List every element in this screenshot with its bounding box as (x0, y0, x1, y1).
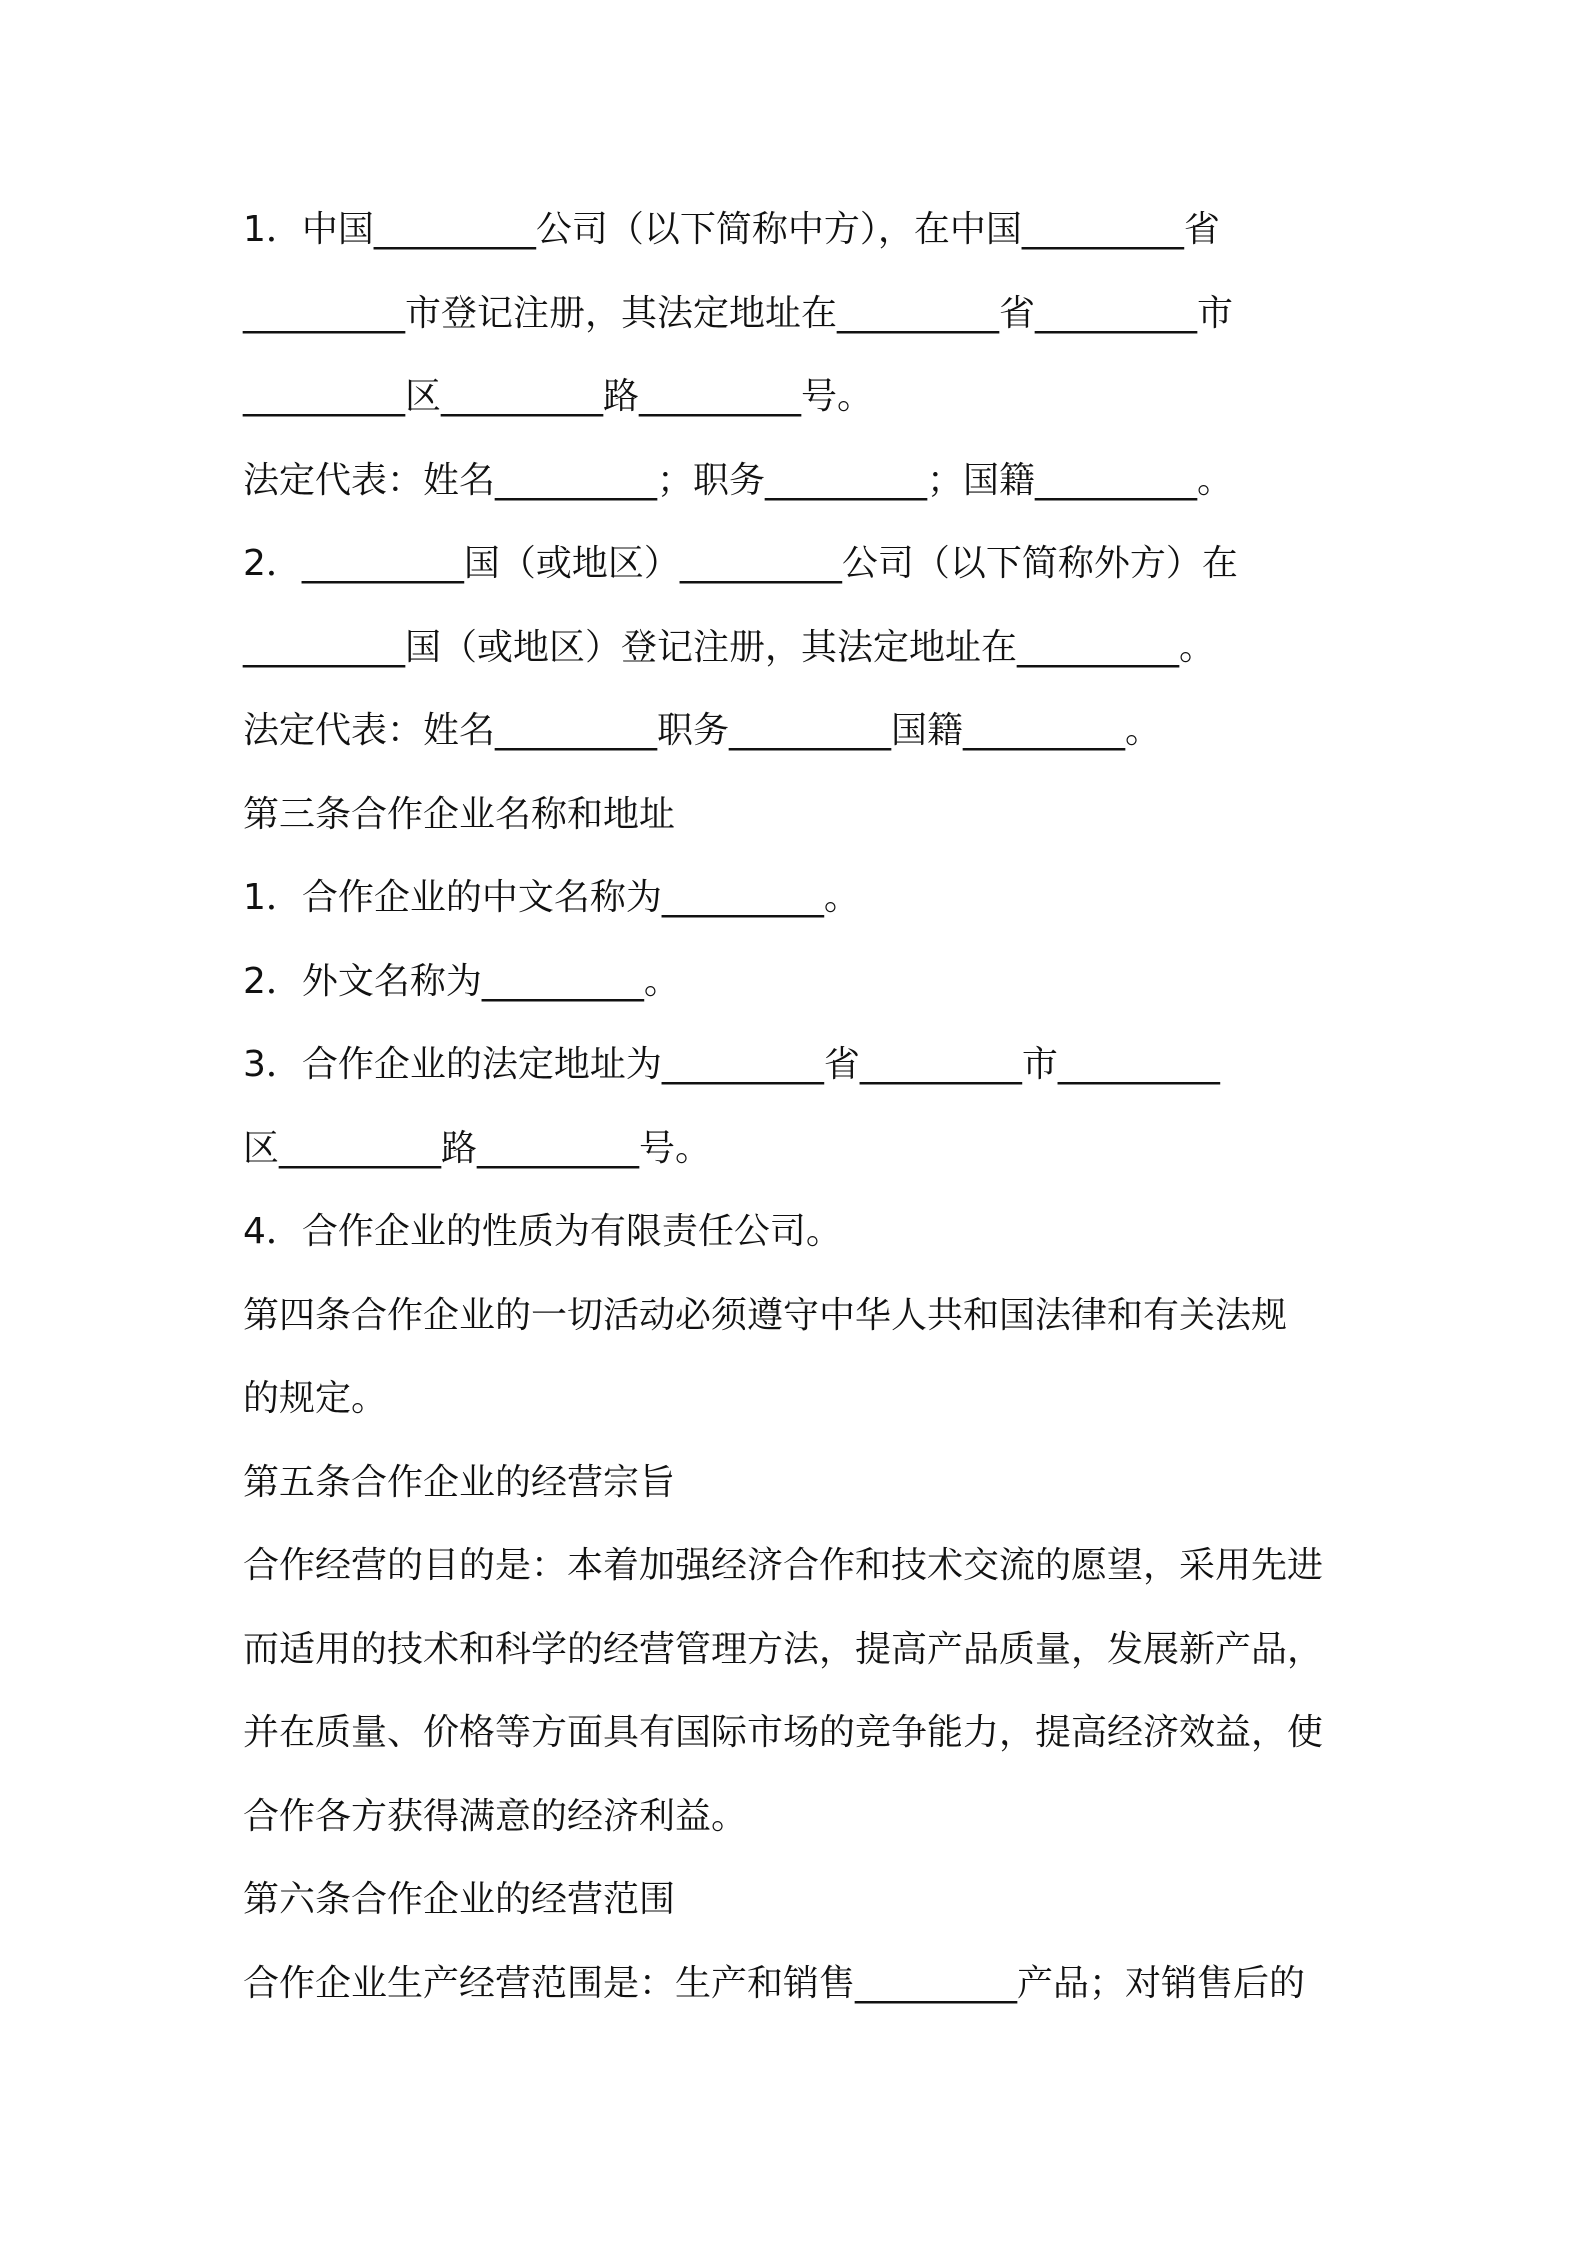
party-foreign-line-2: _________国（或地区）登记注册，其法定地址在_________。 (243, 627, 1216, 668)
party-china-line-2: _________市登记注册，其法定地址在_________省_________市 (243, 293, 1234, 334)
article-5-paragraph-line-1: 合作经营的目的是：本着加强经济合作和技术交流的愿望，采用先进 (243, 1545, 1324, 1586)
article-5-paragraph-line-2: 而适用的技术和科学的经营管理方法，提高产品质量，发展新产品， (243, 1629, 1324, 1670)
party-foreign-line-1: 2．_________国（或地区）_________公司（以下简称外方）在 (243, 543, 1238, 584)
article-4-line-1: 第四条合作企业的一切活动必须遵守中华人共和国法律和有关法规 (243, 1295, 1288, 1336)
article-3-item-2: 2．外文名称为_________。 (243, 961, 680, 1002)
party-foreign-representative: 法定代表：姓名_________职务_________国籍_________。 (243, 710, 1162, 751)
article-3-heading: 第三条合作企业名称和地址 (243, 794, 676, 835)
article-5-heading: 第五条合作企业的经营宗旨 (243, 1462, 676, 1503)
article-3-item-1: 1．合作企业的中文名称为_________。 (243, 877, 860, 918)
article-5-paragraph-line-4: 合作各方获得满意的经济利益。 (243, 1796, 748, 1837)
article-4-line-2: 的规定。 (243, 1378, 388, 1419)
article-6-paragraph-line-1: 合作企业生产经营范围是：生产和销售_________产品；对销售后的 (243, 1963, 1306, 2004)
article-6-heading: 第六条合作企业的经营范围 (243, 1879, 676, 1920)
party-china-representative: 法定代表：姓名_________；职务_________；国籍_________。 (243, 460, 1234, 501)
article-3-item-3-line-2: 区_________路_________号。 (243, 1128, 712, 1169)
party-china-line-1: 1．中国_________公司（以下简称中方），在中国_________省 (243, 209, 1220, 250)
article-3-item-3-line-1: 3．合作企业的法定地址为_________省_________市_________ (243, 1044, 1220, 1085)
article-3-item-4: 4．合作企业的性质为有限责任公司。 (243, 1211, 842, 1252)
article-5-paragraph-line-3: 并在质量、价格等方面具有国际市场的竞争能力，提高经济效益，使 (243, 1712, 1324, 1753)
party-china-line-3: _________区_________路_________号。 (243, 376, 873, 417)
